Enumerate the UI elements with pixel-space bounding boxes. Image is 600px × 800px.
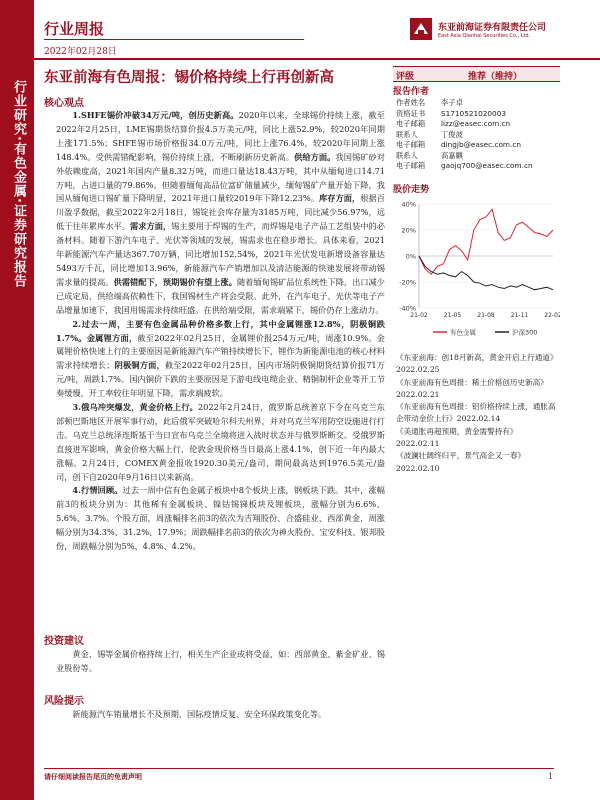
- related-report-item[interactable]: 《波澜壮阔终归平，景气高企又一春》2022.02.10: [396, 451, 526, 473]
- footer-disclaimer: 请仔细阅读报告尾页的免责声明: [44, 773, 142, 781]
- series-line-nonferrous: [419, 209, 553, 274]
- sidebar-category: 行业研究·有色金属·证券研究报告: [11, 80, 26, 288]
- invest-heading: 投资建议: [44, 636, 84, 647]
- x-tick-label: 21-08: [477, 312, 495, 319]
- series-line-csi300: [419, 256, 553, 290]
- point-3-text: 2022年2月24日，俄罗斯总统普京下令在乌克兰东部顿巴斯地区开展军事行动，此后俄军突破哈尔科夫州界，并对乌克兰军用防空设施进行打击。乌克兰总统泽连斯基于当日宣布乌克兰全境将进入战时状态并与俄罗斯断交。受俄罗斯直接进军影响，黄金价格大幅上行，伦敦金现价格当日最高上涨4.1%，创下近一年内最大涨幅。2月24日，COMEX黄金报收1920.30美元/盎司，期间最高达到1976.5美元/盎司，创下自2020年9月16日以来新高。: [56, 402, 385, 482]
- page-number: 1: [548, 772, 554, 781]
- point-4-title: 4.行情回顾。: [72, 485, 123, 496]
- outlook-heading: 供需错配下，预期锡价有望上涨。: [113, 276, 237, 287]
- x-tick-label: 21-11: [510, 312, 529, 319]
- supply-text: 我国锡矿砂对外依赖度高，2021年国内产量8.32万吨，而进口量达18.43万吨，其中从缅甸进口14.71万吨，占进口量的79.86%。但随着缅甸高品位富矿储量减少，缅甸锡矿产量开始下降，我国从缅甸进口锡矿量下降明显，2021年进口量较2019年下降12.23%。: [56, 151, 385, 204]
- report-type: 行业周报: [44, 20, 105, 38]
- y-tick-label: -20%: [399, 278, 416, 287]
- authors-list: [396, 98, 533, 172]
- demand-text: 锡主要用于焊锡的生产，而焊锡是电子产品工艺组装中的必备材料。随着下游汽车电子、光伏等领域的发展，锡需求也在稳步增长。具体来看，2021年新能源汽车产量达367.70万辆，同比增加152.54%，2021年光伏发电新增设备容量达5493万千瓦，同比增加13.96%，新能源汽车产销增加以及清洁能源的快速发展将带动锡需求量的提高。: [56, 221, 385, 287]
- y-tick-label: 0%: [405, 252, 416, 261]
- stock-chart: [393, 196, 560, 346]
- related-report-item[interactable]: 《东亚前海有色周报：稀土价格创历史新高》2022.02.21: [396, 377, 548, 399]
- stock-chart-svg: [393, 196, 560, 346]
- author-field-label: 资格证书: [396, 108, 426, 118]
- author-row: [396, 151, 533, 162]
- author-field-label: 电子邮箱: [396, 119, 426, 128]
- outlook-text: 随着缅甸锡矿品位系统性下降，出口减少已成定局，供给端高依赖性下，我国锡材生产将会受限。此外，在汽车电子、光伏等电子产品增量加速下，我国用锡需求持续旺盛。在供给端受限，需求端紧下，锡价仍存上涨动力。: [56, 276, 385, 315]
- demand-heading: 需求方面，: [130, 221, 172, 232]
- author-field-label: 作者姓名: [396, 98, 426, 107]
- point-2-title: 2.过去一周，主要有色金属品种价格多数上行，其中金属锂涨12.8%，阴极铜跌1.7%。金属锂方面，: [56, 318, 385, 343]
- footer-divider: [44, 768, 554, 769]
- related-report-item[interactable]: 《东亚前海：创18月新高，黄金开启上行通道》2022.02.25: [396, 353, 554, 375]
- rating-bar: [393, 66, 560, 82]
- author-row: [396, 130, 533, 141]
- rating-label: 评级: [396, 72, 415, 82]
- supply-heading: 供给方面。: [294, 151, 336, 162]
- author-row: [396, 161, 533, 172]
- author-field-value: S1710521020003: [441, 108, 506, 118]
- author-field-value[interactable]: gaojq700@easec.com.cn: [441, 161, 533, 170]
- report-title: 东亚前海有色周报：锡价格持续上行再创新高: [44, 70, 334, 86]
- x-tick-label: 22-02: [544, 312, 560, 319]
- author-field-label: 联系人: [396, 129, 418, 139]
- header-band: [34, 58, 600, 60]
- author-field-label: 电子邮箱: [396, 140, 426, 149]
- invest-section: [56, 648, 385, 676]
- point-2-text: 截至2022年02月25日，金属锂价报254万元/吨，周涨10.9%。金属锂价格快速上行的主要原因是新能源汽车产销持续增长下，锂作为新能源电池的核心材料需求持续增长；: [56, 332, 385, 371]
- point-1: [56, 109, 385, 318]
- inventory-text: 根据百川盈孚数据，截至2022年2月18日，锡锭社会库存量为3185万吨，同比减少56.97%，远低于往年累库水平。: [56, 193, 385, 232]
- point-4: [56, 484, 385, 554]
- risk-text: 新能源汽车销量增长不及预期、国际疫情反复、安全环保政策变化等。: [72, 709, 327, 719]
- author-row: [396, 140, 533, 151]
- logo-icon: [410, 18, 432, 40]
- invest-text: 黄金、锡等金属价格持续上行，相关生产企业或将受益，如：西部黄金、紫金矿业、锡业股份等。: [56, 649, 385, 673]
- point-1-text: 2020年以来，全球锡价持续上涨，截至2022年2月25日，LME锡期货结算价报4.5万美元/吨，同比上涨52.9%，较2020年同期上涨171.5%；SHFE锡市场价格报34.0万元/吨，同比上涨76.4%，较2020年同期上涨148.4%。受供需错配影响，锡价持续上涨，不断刷新历史新高。: [56, 110, 385, 162]
- point-4-text: 过去一周中信有色金属子板块中8个板块上涨，钢板块下跌。其中，涨幅前3的板块分别为：其他稀有金属板块、镍钴锡锑板块及锂板块，涨幅分别为6.6%、5.6%、3.7%。个股方面，周涨幅排名前3的依次为吉翔股份、合盛硅业、西部黄金，周涨幅分别为34.3%、31.2%、17.9%；周跌幅排名前3的依次为神火股份、宝安科技、银邦股份，周跌幅分别为5%、4.8%、4.2%。: [56, 485, 385, 552]
- y-tick-label: 20%: [401, 226, 416, 235]
- inventory-heading: 库存方面，: [318, 193, 361, 204]
- copper-heading: 阴极铜方面，: [114, 360, 165, 371]
- point-2: [56, 318, 385, 401]
- related-reports: [396, 352, 556, 475]
- legend-label: 有色金属: [450, 328, 476, 337]
- author-field-value[interactable]: dingjb@easec.com.cn: [441, 140, 521, 149]
- author-field-value: 高嘉麒: [441, 150, 463, 160]
- y-tick-label: -40%: [399, 304, 416, 313]
- rating-value: 推荐（维持）: [468, 72, 523, 82]
- point-3: [56, 401, 385, 484]
- copper-text: 截至2022年02月25日，国内市场阴极铜期货结算价报71万元/吨，周跌1.7%。国内铜价下跌的主要原因是下游电线电缆企业、精铜制杆企业等开工节奏缓慢，开工率较往年明显下降，需求端疲软。: [56, 360, 385, 399]
- risk-heading: 风险提示: [44, 696, 84, 707]
- related-report-item[interactable]: 《东亚前海有色周报：铝价格持续上涨，通胀高企带动金价上行》2022.02.14: [396, 402, 556, 424]
- author-field-label: 电子邮箱: [396, 161, 426, 170]
- core-points: [56, 109, 385, 554]
- y-tick-label: 40%: [401, 200, 416, 209]
- author-row: [396, 119, 533, 130]
- author-row: [396, 109, 533, 120]
- sidebar: [0, 0, 34, 800]
- author-field-value[interactable]: lizz@easec.com.cn: [441, 119, 511, 128]
- risk-section: [56, 708, 385, 722]
- report-date: 2022年02月28日: [44, 47, 117, 57]
- legend-label: 沪深300: [512, 328, 538, 337]
- author-row: [396, 98, 533, 109]
- authors-heading: 报告作者: [393, 87, 430, 97]
- related-report-item[interactable]: 《美通胀再超预期，黄金需警持有》2022.02.11: [396, 426, 518, 449]
- point-3-title: 3.俄乌冲突爆发，黄金价格上行。: [72, 402, 198, 413]
- point-1-title: 1.SHFE锡价冲破34万元/吨，创历史新高。: [72, 110, 239, 120]
- author-field-value: 丁俊波: [441, 129, 463, 139]
- logo-text-en: East Asia Qianhai Securities Co., Ltd.: [438, 32, 531, 39]
- company-logo: [410, 18, 546, 40]
- header-divider: [44, 39, 304, 40]
- logo-text-cn: 东亚前海证券有限责任公司: [438, 22, 547, 33]
- chart-heading: 股价走势: [393, 185, 430, 195]
- core-heading: 核心观点: [44, 98, 84, 109]
- x-tick-label: 21-02: [410, 312, 428, 319]
- x-tick-label: 21-05: [443, 312, 462, 319]
- author-field-value: 李子卓: [441, 98, 463, 107]
- author-field-label: 联系人: [396, 150, 418, 160]
